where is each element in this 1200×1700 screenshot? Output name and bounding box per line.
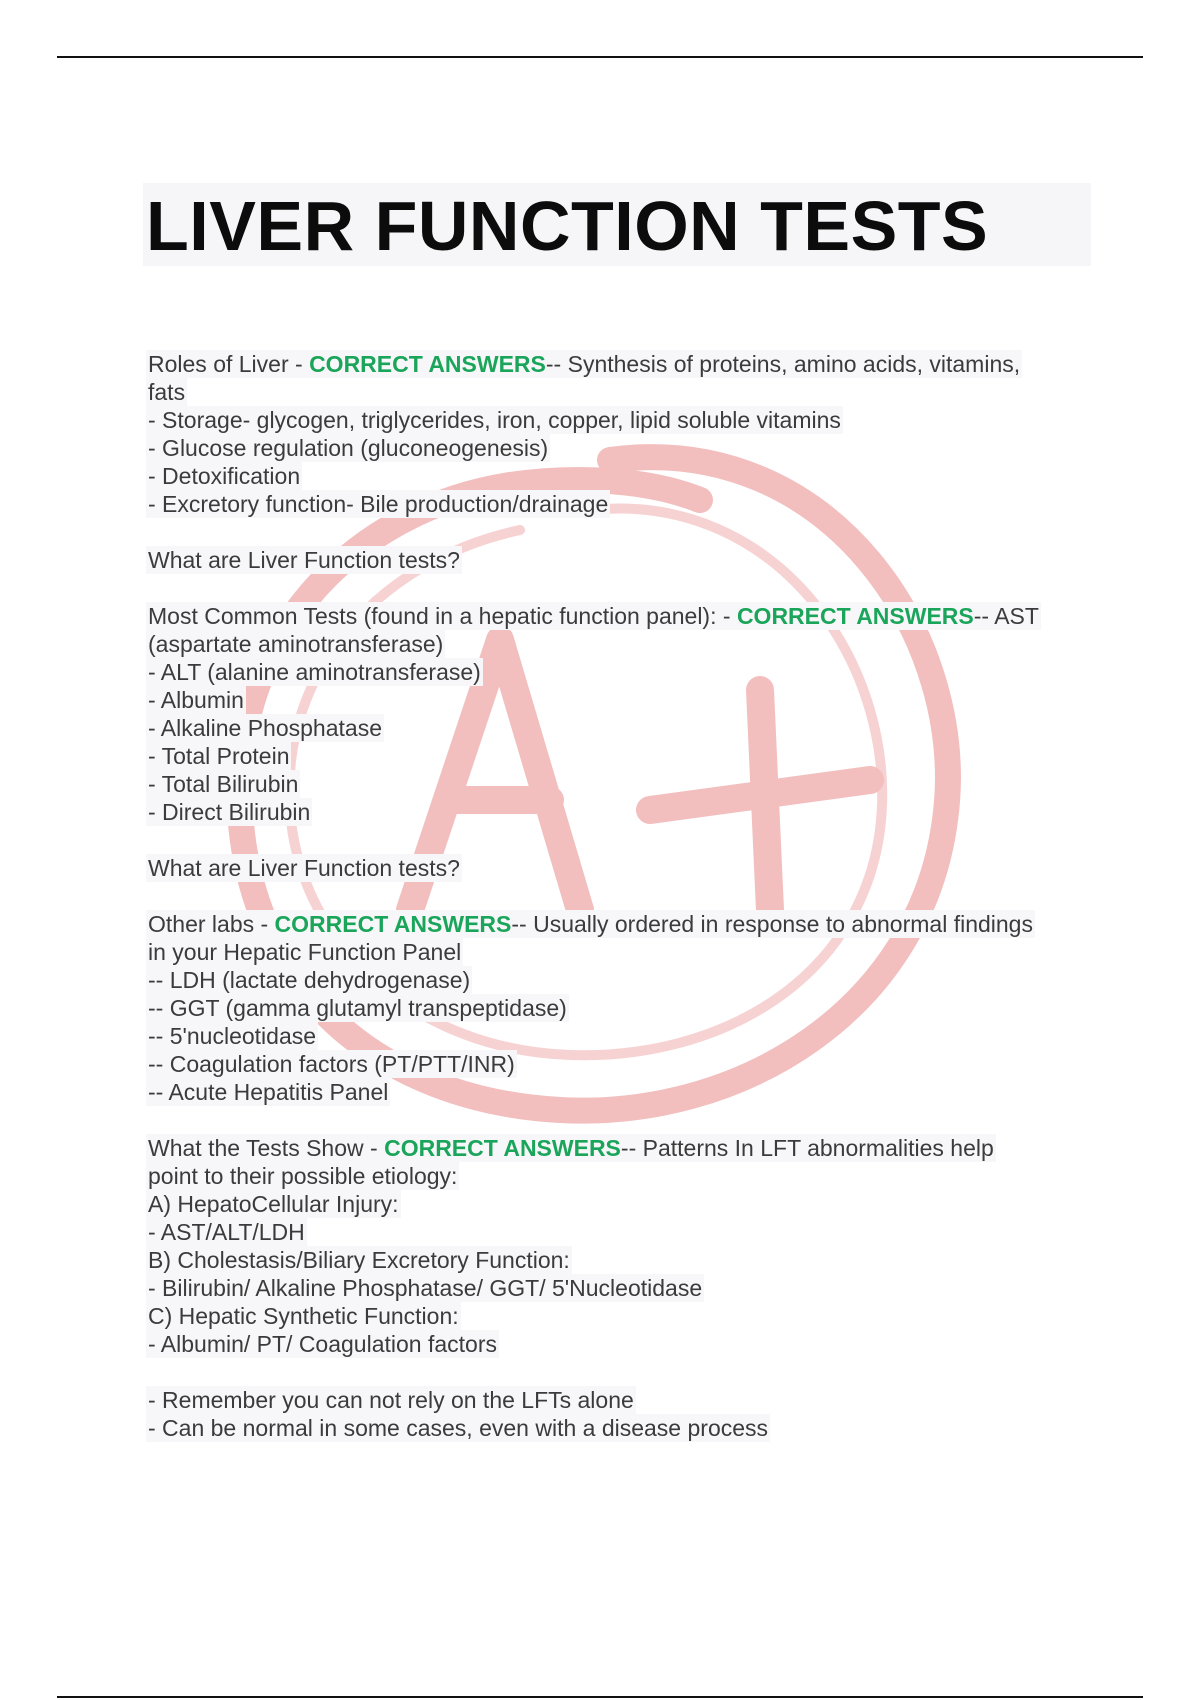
correct-answers-label: CORRECT ANSWERS bbox=[736, 603, 974, 629]
note-line: - Can be normal in some cases, even with a disease process bbox=[148, 1415, 769, 1441]
correct-answers-label: CORRECT ANSWERS bbox=[309, 351, 546, 377]
show-prefix: What the Tests Show - bbox=[148, 1135, 385, 1161]
common-prefix: Most Common Tests (found in a hepatic function panel): - bbox=[148, 603, 737, 629]
common-line: - Albumin bbox=[148, 687, 244, 713]
common-heading-line bbox=[146, 602, 1041, 630]
roles-line: - Detoxification bbox=[148, 463, 301, 489]
bottom-rule bbox=[57, 1696, 1143, 1698]
show-line: C) Hepatic Synthetic Function: bbox=[148, 1303, 459, 1329]
roles-suffix: -- Synthesis of proteins, amino acids, vitamins, bbox=[545, 351, 1021, 377]
show-suffix: -- Patterns In LFT abnormalities help bbox=[620, 1135, 994, 1161]
show-heading-line bbox=[146, 1134, 996, 1162]
common-line: - Total Protein bbox=[148, 743, 290, 769]
roles-line: - Storage- glycogen, triglycerides, iron, copper, lipid soluble vitamins bbox=[148, 407, 841, 433]
show-line: - Bilirubin/ Alkaline Phosphatase/ GGT/ 5'Nucleotidase bbox=[148, 1275, 703, 1301]
common-line: - Alkaline Phosphatase bbox=[148, 715, 382, 741]
other-line: -- 5'nucleotidase bbox=[148, 1023, 317, 1049]
other-line: in your Hepatic Function Panel bbox=[148, 939, 462, 965]
roles-line: - Excretory function- Bile production/drainage bbox=[148, 491, 609, 517]
document-body bbox=[146, 350, 1096, 1442]
common-line: (aspartate aminotransferase) bbox=[148, 631, 444, 657]
page-title: LIVER FUNCTION TESTS bbox=[146, 187, 989, 265]
show-line: B) Cholestasis/Biliary Excretory Function: bbox=[148, 1247, 570, 1273]
roles-prefix: Roles of Liver - bbox=[148, 351, 310, 377]
other-line: -- Coagulation factors (PT/PTT/INR) bbox=[148, 1051, 515, 1077]
question-text: What are Liver Function tests? bbox=[148, 855, 460, 881]
show-line: - AST/ALT/LDH bbox=[148, 1219, 305, 1245]
other-line: -- GGT (gamma glutamyl transpeptidase) bbox=[148, 995, 567, 1021]
common-line: - Total Bilirubin bbox=[148, 771, 299, 797]
question-text: What are Liver Function tests? bbox=[148, 547, 460, 573]
roles-heading-line bbox=[146, 350, 1022, 378]
correct-answers-label: CORRECT ANSWERS bbox=[274, 911, 512, 937]
other-heading-line bbox=[146, 910, 1035, 938]
other-line: -- Acute Hepatitis Panel bbox=[148, 1079, 389, 1105]
other-prefix: Other labs - bbox=[148, 911, 275, 937]
show-line: point to their possible etiology: bbox=[148, 1163, 458, 1189]
show-line: A) HepatoCellular Injury: bbox=[148, 1191, 399, 1217]
top-rule bbox=[57, 56, 1143, 58]
other-line: -- LDH (lactate dehydrogenase) bbox=[148, 967, 471, 993]
common-suffix: -- AST bbox=[973, 603, 1039, 629]
note-line: - Remember you can not rely on the LFTs alone bbox=[148, 1387, 634, 1413]
correct-answers-label: CORRECT ANSWERS bbox=[384, 1135, 621, 1161]
roles-line: fats bbox=[148, 379, 186, 405]
common-line: - ALT (alanine aminotransferase) bbox=[148, 659, 481, 685]
common-line: - Direct Bilirubin bbox=[148, 799, 311, 825]
show-line: - Albumin/ PT/ Coagulation factors bbox=[148, 1331, 497, 1357]
roles-line: - Glucose regulation (gluconeogenesis) bbox=[148, 435, 549, 461]
other-suffix: -- Usually ordered in response to abnormal findings bbox=[511, 911, 1033, 937]
